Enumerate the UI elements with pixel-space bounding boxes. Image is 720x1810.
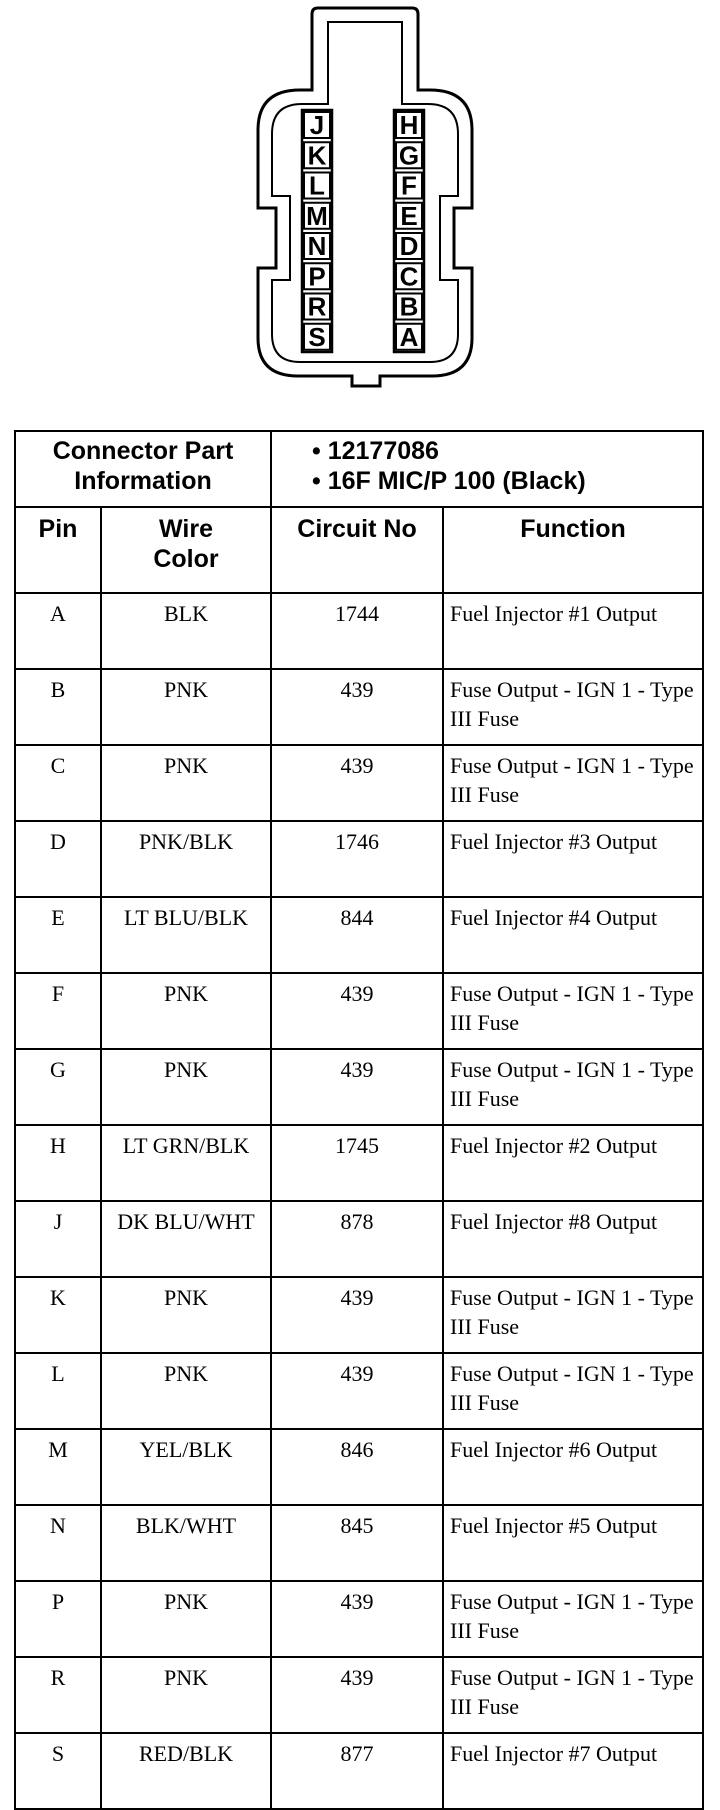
table-row: [15, 1429, 703, 1505]
connector-info-row: [15, 431, 703, 507]
circuit-cell: 846: [271, 1429, 443, 1505]
header-pin-label: Pin: [38, 515, 78, 543]
wire-color-cell: PNK: [101, 1657, 271, 1733]
header-function: [443, 507, 703, 593]
right-pin-labels: [396, 110, 422, 352]
pin-cell: P: [15, 1581, 101, 1657]
table-row: [15, 973, 703, 1049]
table-row: [15, 1125, 703, 1201]
function-cell: Fuse Output - IGN 1 - Type III Fuse: [443, 1657, 703, 1733]
table-row: [15, 1201, 703, 1277]
pin-label: N: [307, 231, 327, 261]
connector-type: • 16F MIC/P 100 (Black): [312, 467, 586, 495]
pin-label: H: [399, 110, 419, 140]
circuit-cell: 439: [271, 669, 443, 745]
function-cell: Fuel Injector #8 Output: [443, 1201, 703, 1277]
pin-label: A: [399, 321, 419, 352]
pin-label: P: [308, 261, 326, 292]
wire-color-cell: BLK: [101, 593, 271, 669]
wire-color-cell: PNK: [101, 1277, 271, 1353]
wire-color-cell: DK BLU/WHT: [101, 1201, 271, 1277]
function-cell: Fuse Output - IGN 1 - Type III Fuse: [443, 1353, 703, 1429]
pin-cell: H: [15, 1125, 101, 1201]
function-cell: Fuse Output - IGN 1 - Type III Fuse: [443, 1277, 703, 1353]
function-cell: Fuel Injector #7 Output: [443, 1733, 703, 1809]
circuit-cell: 439: [271, 973, 443, 1049]
pin-cell: A: [15, 593, 101, 669]
header-circuit-no: [271, 507, 443, 593]
header-function-label: Function: [520, 515, 626, 543]
connector-inner-outline: [272, 22, 458, 362]
function-cell: Fuel Injector #6 Output: [443, 1429, 703, 1505]
pin-cell: F: [15, 973, 101, 1049]
function-cell: Fuse Output - IGN 1 - Type III Fuse: [443, 973, 703, 1049]
wire-color-cell: PNK/BLK: [101, 821, 271, 897]
connector-info-label: [15, 431, 271, 507]
column-headers: [15, 507, 703, 593]
table-row: [15, 745, 703, 821]
pin-label: K: [307, 140, 327, 171]
table-row: [15, 1657, 703, 1733]
function-cell: Fuel Injector #4 Output: [443, 897, 703, 973]
function-cell: Fuse Output - IGN 1 - Type III Fuse: [443, 669, 703, 745]
table-row: [15, 669, 703, 745]
wire-color-cell: PNK: [101, 745, 271, 821]
circuit-cell: 878: [271, 1201, 443, 1277]
function-cell: Fuel Injector #5 Output: [443, 1505, 703, 1581]
pin-label: L: [309, 170, 325, 201]
function-cell: Fuel Injector #2 Output: [443, 1125, 703, 1201]
left-pin-labels: [304, 110, 330, 352]
table-row: [15, 1277, 703, 1353]
circuit-cell: 439: [271, 1353, 443, 1429]
table-row: [15, 1353, 703, 1429]
info-label-line1: Connector Part: [52, 437, 234, 465]
function-cell: Fuel Injector #1 Output: [443, 593, 703, 669]
circuit-cell: 439: [271, 745, 443, 821]
wire-color-cell: BLK/WHT: [101, 1505, 271, 1581]
table-row: [15, 1581, 703, 1657]
pin-cell: M: [15, 1429, 101, 1505]
pin-label: F: [401, 170, 417, 201]
pin-cell: K: [15, 1277, 101, 1353]
function-cell: Fuse Output - IGN 1 - Type III Fuse: [443, 1049, 703, 1125]
header-circuit-label: Circuit No: [297, 515, 417, 543]
pin-label: C: [399, 261, 419, 292]
pinout-table: [14, 430, 704, 1810]
circuit-cell: 1745: [271, 1125, 443, 1201]
circuit-cell: 439: [271, 1581, 443, 1657]
connector-info-values: [271, 431, 703, 507]
header-wire-color: [101, 507, 271, 593]
table-row: [15, 897, 703, 973]
circuit-cell: 439: [271, 1049, 443, 1125]
circuit-cell: 845: [271, 1505, 443, 1581]
table-row: [15, 821, 703, 897]
pin-cell: D: [15, 821, 101, 897]
wire-color-cell: PNK: [101, 1581, 271, 1657]
pin-label: G: [398, 140, 420, 171]
pin-label: D: [399, 231, 419, 261]
wire-color-cell: PNK: [101, 973, 271, 1049]
circuit-cell: 439: [271, 1657, 443, 1733]
header-pin: [15, 507, 101, 593]
wire-color-cell: YEL/BLK: [101, 1429, 271, 1505]
wire-color-cell: RED/BLK: [101, 1733, 271, 1809]
pin-cell: E: [15, 897, 101, 973]
function-cell: Fuel Injector #3 Output: [443, 821, 703, 897]
circuit-cell: 439: [271, 1277, 443, 1353]
circuit-cell: 844: [271, 897, 443, 973]
pin-cell: C: [15, 745, 101, 821]
table-row: [15, 1505, 703, 1581]
pin-label: E: [400, 200, 418, 231]
circuit-cell: 1744: [271, 593, 443, 669]
pin-cell: G: [15, 1049, 101, 1125]
pin-label: R: [307, 291, 327, 322]
connector-face-diagram: [0, 0, 720, 410]
wire-color-cell: PNK: [101, 1353, 271, 1429]
pin-label: M: [306, 200, 328, 231]
wire-color-cell: PNK: [101, 1049, 271, 1125]
header-wire-color-line2: Color: [153, 545, 219, 573]
pin-label: S: [308, 321, 326, 352]
table-row: [15, 1049, 703, 1125]
pin-label: B: [399, 291, 419, 322]
wire-color-cell: LT GRN/BLK: [101, 1125, 271, 1201]
pin-cell: S: [15, 1733, 101, 1809]
pin-cell: J: [15, 1201, 101, 1277]
pin-cell: B: [15, 669, 101, 745]
pin-label: J: [309, 110, 325, 140]
info-label-line2: Information: [74, 467, 212, 495]
wire-color-cell: PNK: [101, 669, 271, 745]
pin-cell: N: [15, 1505, 101, 1581]
pin-cell: L: [15, 1353, 101, 1429]
function-cell: Fuse Output - IGN 1 - Type III Fuse: [443, 745, 703, 821]
part-number: • 12177086: [312, 437, 439, 465]
circuit-cell: 877: [271, 1733, 443, 1809]
pin-cell: R: [15, 1657, 101, 1733]
table-row: [15, 593, 703, 669]
function-cell: Fuse Output - IGN 1 - Type III Fuse: [443, 1581, 703, 1657]
circuit-cell: 1746: [271, 821, 443, 897]
wire-color-cell: LT BLU/BLK: [101, 897, 271, 973]
header-wire-color-line1: Wire: [159, 515, 213, 543]
table-row: [15, 1733, 703, 1809]
